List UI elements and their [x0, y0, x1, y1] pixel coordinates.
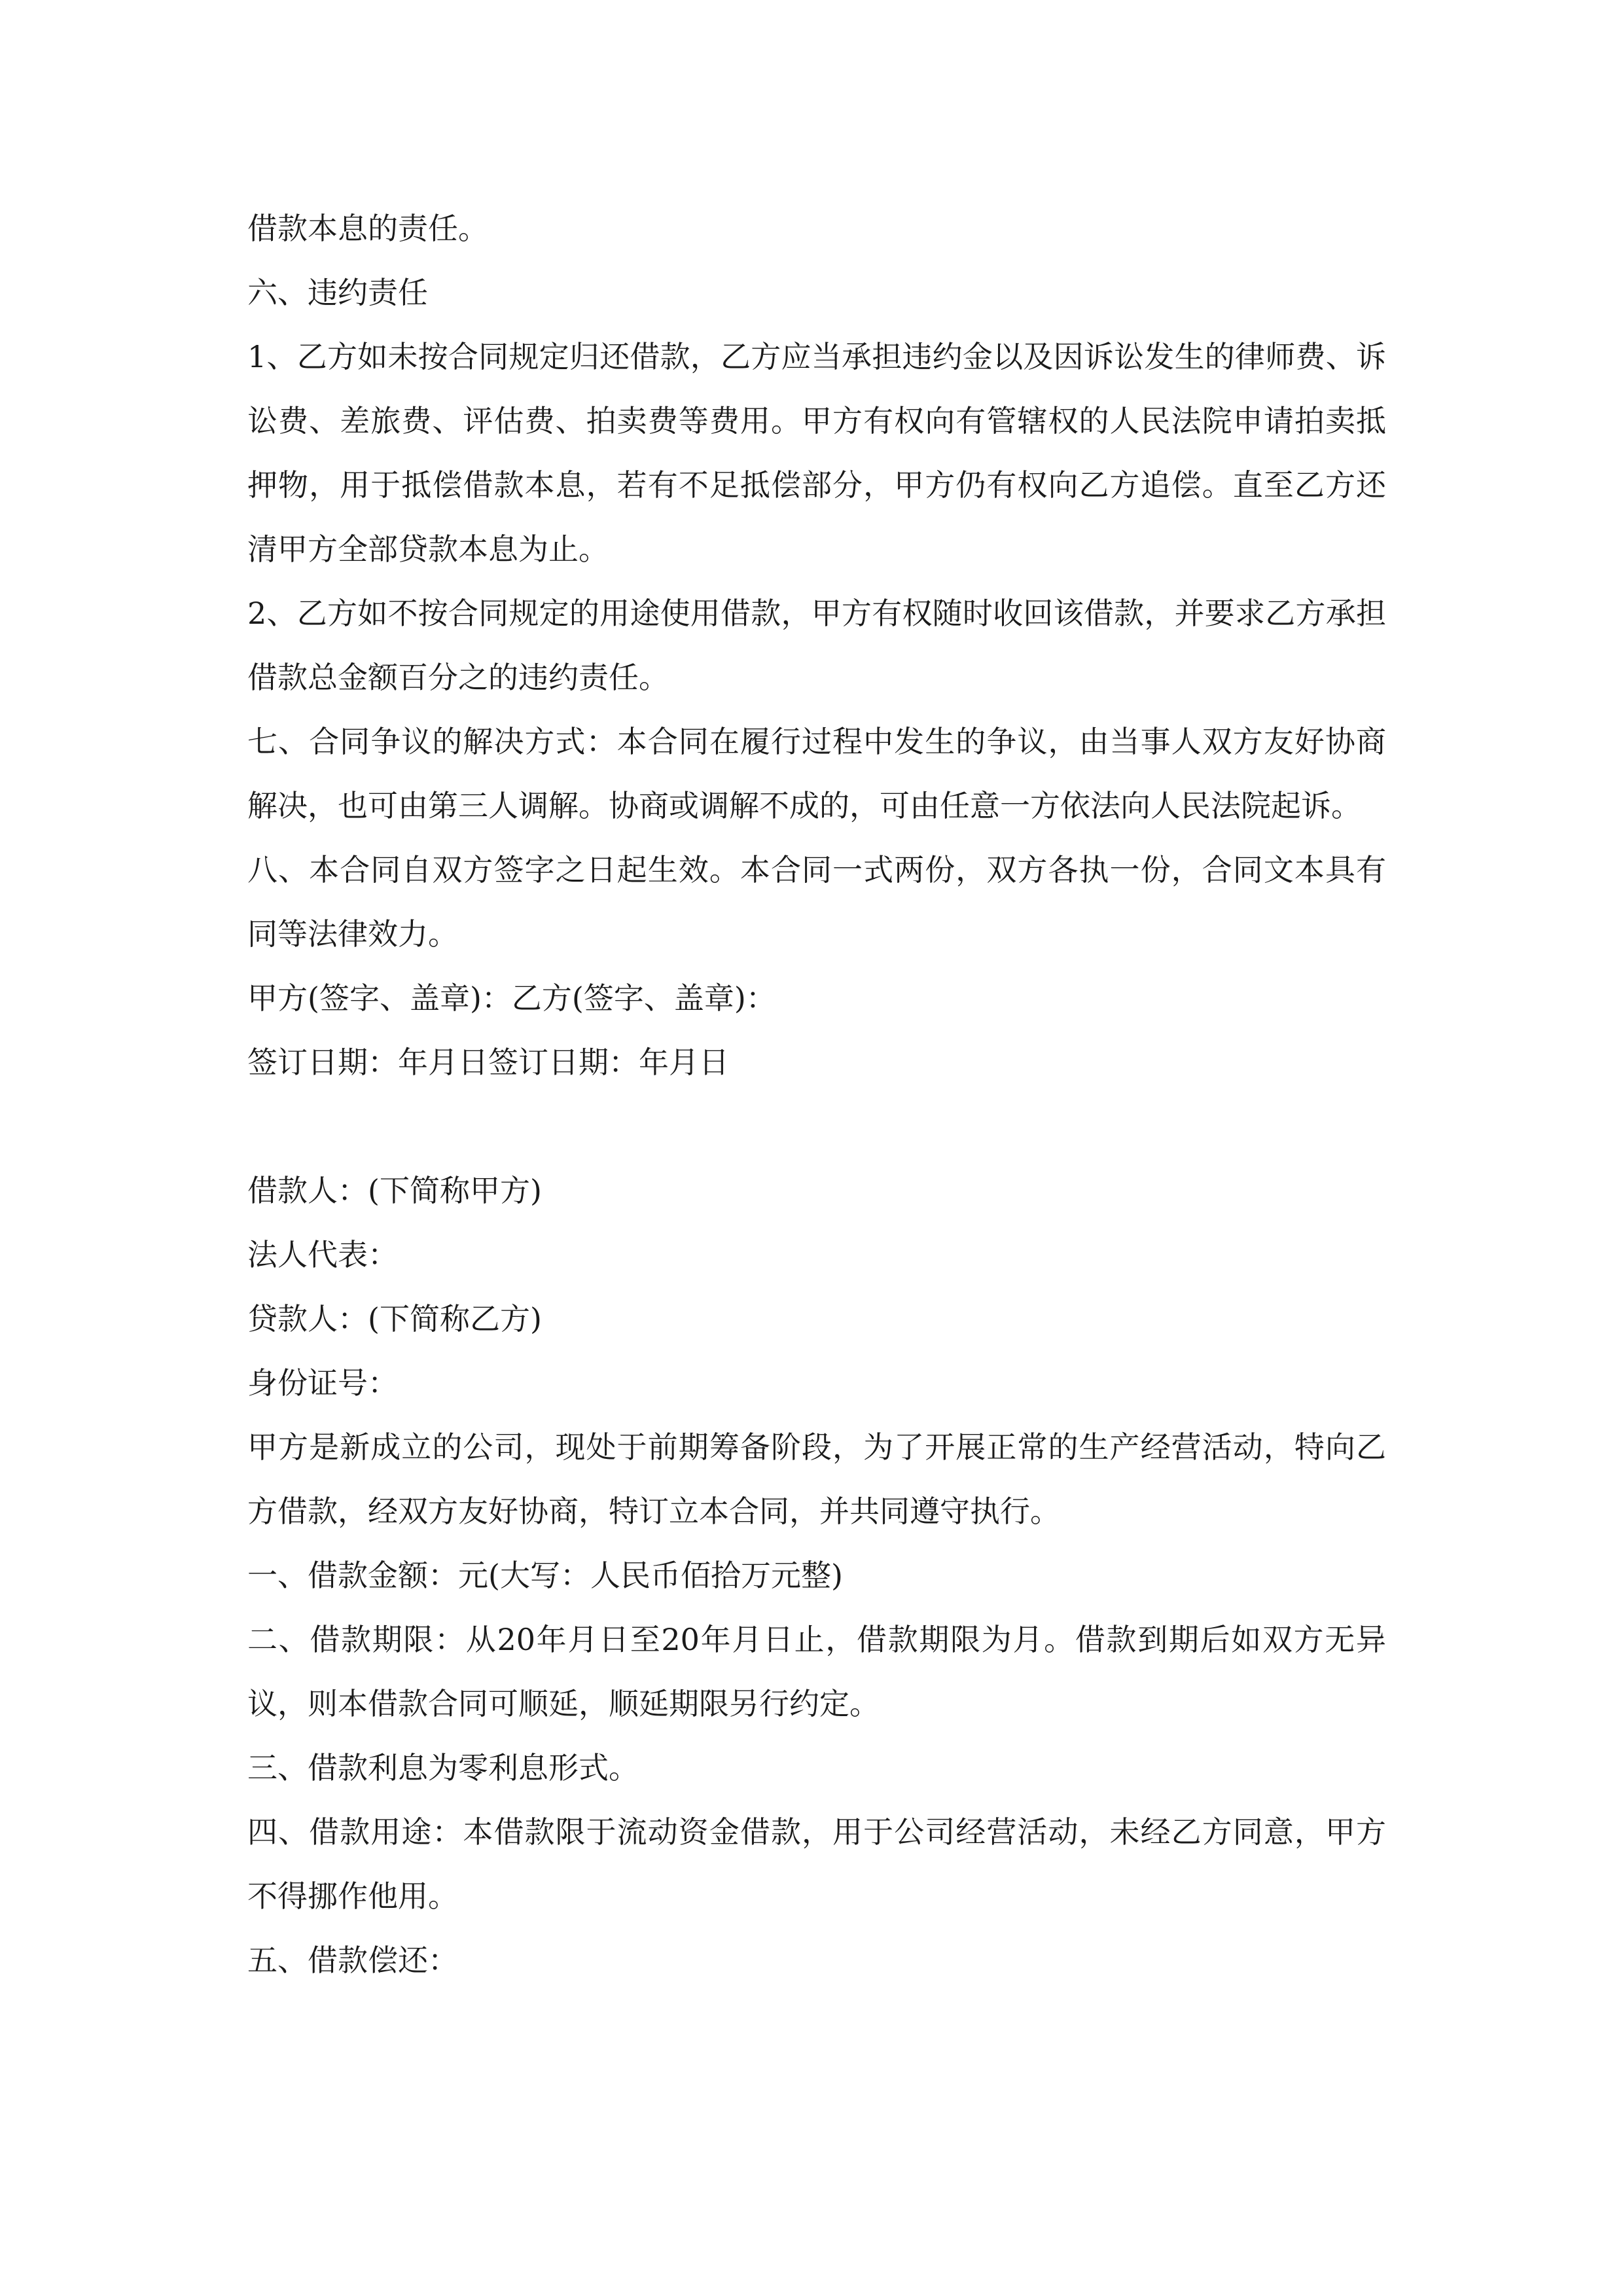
id-number-line: 身份证号： — [247, 1365, 398, 1401]
signature-line: 甲方(签字、盖章)：乙方(签字、盖章)： — [247, 980, 776, 1016]
clause-loan-purpose: 四、借款用途：本借款限于流动资金借款，用于公司经营活动，未经乙方同意，甲方不得挪作他用。 — [247, 1814, 1386, 1914]
legal-representative-line: 法人代表： — [247, 1237, 398, 1272]
clause-loan-repayment: 五、借款偿还： — [247, 1943, 458, 1978]
clause-loan-amount: 一、借款金额：元(大写：人民币佰拾万元整) — [247, 1558, 843, 1593]
lender-line: 贷款人：(下简称乙方) — [247, 1301, 542, 1336]
clause-loan-interest: 三、借款利息为零利息形式。 — [247, 1750, 639, 1785]
clause-loan-term: 二、借款期限：从20年月日至20年月日止，借款期限为月。借款到期后如双方无异议，则本借款合同可顺延，顺延期限另行约定。 — [247, 1622, 1386, 1721]
signing-date-line: 签订日期：年月日签订日期：年月日 — [247, 1045, 729, 1080]
borrower-line: 借款人：(下简称甲方) — [247, 1173, 542, 1208]
clause-effectiveness: 八、本合同自双方签字之日起生效。本合同一式两份，双方各执一份，合同文本具有同等法律效力。 — [247, 852, 1386, 952]
paragraph-loan-interest-liability: 借款本息的责任。 — [247, 211, 488, 246]
document-body — [247, 196, 1386, 1992]
clause-dispute-resolution: 七、合同争议的解决方式：本合同在履行过程中发生的争议，由当事人双方友好协商解决，也可由第三人调解。协商或调解不成的，可由任意一方依法向人民法院起诉。 — [247, 724, 1386, 823]
clause-breach-2: 2、乙方如不按合同规定的用途使用借款，甲方有权随时收回该借款，并要求乙方承担借款总金额百分之的违约责任。 — [247, 596, 1386, 695]
heading-breach-liability: 六、违约责任 — [247, 275, 428, 310]
contract-preamble: 甲方是新成立的公司，现处于前期筹备阶段，为了开展正常的生产经营活动，特向乙方借款，经双方友好协商，特订立本合同，并共同遵守执行。 — [247, 1429, 1386, 1529]
section-spacer — [247, 1094, 1386, 1158]
clause-breach-1: 1、乙方如未按合同规定归还借款，乙方应当承担违约金以及因诉讼发生的律师费、诉讼费、差旅费、评估费、拍卖费等费用。甲方有权向有管辖权的人民法院申请拍卖抵押物，用于抵偿借款本息，若有不足抵偿部分，甲方仍有权向乙方追偿。直至乙方还清甲方全部贷款本息为止。 — [247, 339, 1386, 567]
